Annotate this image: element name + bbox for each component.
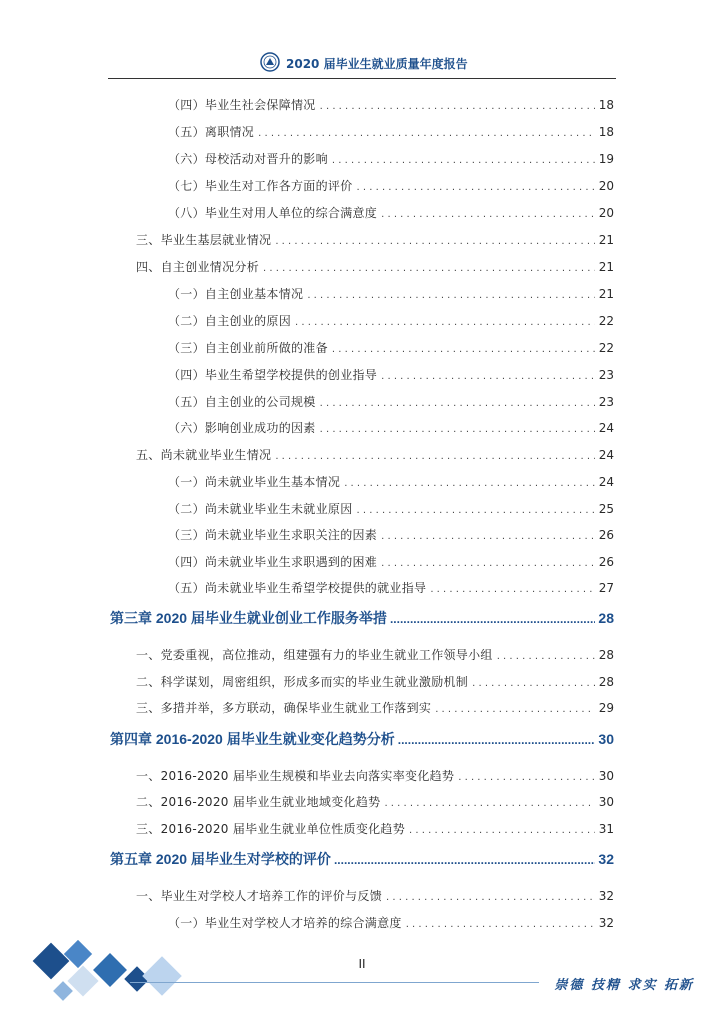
toc-entry-label: （六）母校活动对晋升的影响 <box>168 152 328 166</box>
toc-leader <box>398 733 596 747</box>
toc-entry-page: 22 <box>598 314 614 328</box>
toc-entry-page: 18 <box>598 98 614 112</box>
toc-leader <box>409 825 595 836</box>
school-motto: 崇德 技精 求实 拓新 <box>554 978 694 993</box>
toc-entry[interactable] <box>136 231 614 248</box>
toc-entry-label: （二）尚未就业毕业生未就业原因 <box>168 502 353 516</box>
toc-entry-label: 二、2016-2020 届毕业生就业地域变化趋势 <box>136 795 381 809</box>
toc-entry-page: 23 <box>598 395 614 409</box>
toc-entry-label: 一、2016-2020 届毕业生规模和毕业去向落实率变化趋势 <box>136 769 455 783</box>
toc-entry-page: 20 <box>598 179 614 193</box>
toc-entry-label: （二）自主创业的原因 <box>168 314 292 328</box>
toc-entry[interactable] <box>136 767 614 784</box>
toc-leader <box>381 371 595 382</box>
toc-entry-page: 27 <box>598 581 614 595</box>
toc-entry-page: 21 <box>598 287 614 301</box>
toc-entry-label: （四）尚未就业毕业生求职遇到的困难 <box>168 555 378 569</box>
toc-leader <box>497 651 595 662</box>
toc-entry[interactable] <box>136 258 614 275</box>
toc-entry-label: （三）自主创业前所做的准备 <box>168 341 328 355</box>
header-rule <box>108 78 616 79</box>
toc-entry[interactable] <box>168 419 614 436</box>
toc-entry-page: 20 <box>598 206 614 220</box>
toc-entry[interactable] <box>168 914 614 931</box>
toc-entry[interactable] <box>168 579 614 596</box>
toc-entry-label: （四）毕业生社会保障情况 <box>168 98 316 112</box>
toc-entry-label: 一、党委重视，高位推动，组建强有力的毕业生就业工作领导小组 <box>136 648 493 662</box>
toc-entry-page: 24 <box>598 475 614 489</box>
toc-entry[interactable] <box>168 339 614 356</box>
toc-entry[interactable] <box>168 553 614 570</box>
toc-leader <box>390 612 595 626</box>
toc-entry[interactable] <box>168 393 614 410</box>
toc-entry-page: 22 <box>598 341 614 355</box>
toc-leader <box>384 798 594 809</box>
toc-entry[interactable] <box>168 526 614 543</box>
toc-entry-label: （五）自主创业的公司规模 <box>168 395 316 409</box>
toc-entry[interactable] <box>136 646 614 663</box>
toc-entry[interactable] <box>168 285 614 302</box>
toc-entry-page: 24 <box>598 448 614 462</box>
toc-entry-page: 28 <box>598 648 614 662</box>
toc-leader <box>430 584 594 595</box>
chapter-heading[interactable] <box>110 849 614 869</box>
toc-entry-page: 23 <box>598 368 614 382</box>
toc-entry[interactable] <box>136 673 614 690</box>
toc-entry-label: （一）毕业生对学校人才培养的综合满意度 <box>168 916 402 930</box>
toc-leader <box>320 424 595 435</box>
toc-entry-label: 一、毕业生对学校人才培养工作的评价与反馈 <box>136 889 383 903</box>
toc-entry-label: （五）尚未就业毕业生希望学校提供的就业指导 <box>168 581 427 595</box>
toc-entry-label: 二、科学谋划，周密组织，形成多而实的毕业生就业激励机制 <box>136 675 469 689</box>
toc-entry[interactable] <box>136 699 614 716</box>
toc-entry-page: 26 <box>598 528 614 542</box>
toc-entry-page: 31 <box>598 822 614 836</box>
toc-entry-label: 三、毕业生基层就业情况 <box>136 233 272 247</box>
page-footer <box>0 940 724 1024</box>
toc-leader <box>357 505 595 516</box>
toc-entry-label: 三、2016-2020 届毕业生就业单位性质变化趋势 <box>136 822 406 836</box>
toc-entry[interactable] <box>168 123 614 140</box>
toc-entry[interactable] <box>136 887 614 904</box>
toc-entry[interactable] <box>136 793 614 810</box>
toc-leader <box>275 236 594 247</box>
university-seal-icon <box>260 52 280 72</box>
toc-entry-page: 18 <box>598 125 614 139</box>
toc-entry-label: 三、多措并举，多方联动，确保毕业生就业工作落到实 <box>136 701 432 715</box>
toc-leader <box>344 478 595 489</box>
toc-leader <box>386 892 595 903</box>
toc-leader <box>381 558 595 569</box>
chapter-heading[interactable] <box>110 608 614 628</box>
toc-leader <box>472 678 595 689</box>
toc-leader <box>381 209 595 220</box>
toc-entry[interactable] <box>168 96 614 113</box>
toc-entry-label: （八）毕业生对用人单位的综合满意度 <box>168 206 378 220</box>
toc-leader <box>320 398 595 409</box>
toc-leader <box>275 451 594 462</box>
chapter-label: 第五章 2020 届毕业生对学校的评价 <box>110 851 331 867</box>
toc-entry[interactable] <box>168 366 614 383</box>
toc-entry-page: 30 <box>598 769 614 783</box>
chapter-page: 30 <box>598 731 614 747</box>
toc-leader <box>406 919 595 930</box>
toc-leader <box>307 290 594 301</box>
toc-entry[interactable] <box>168 473 614 490</box>
header-title: 2020 届毕业生就业质量年度报告 <box>286 57 468 71</box>
toc-entry-page: 21 <box>598 260 614 274</box>
toc-leader <box>295 317 595 328</box>
toc-entry[interactable] <box>168 204 614 221</box>
toc-entry-label: （三）尚未就业毕业生求职关注的因素 <box>168 528 378 542</box>
toc-entry-label: （六）影响创业成功的因素 <box>168 421 316 435</box>
toc-leader <box>332 155 595 166</box>
page-number: II <box>358 957 366 971</box>
toc-entry[interactable] <box>136 446 614 463</box>
toc-entry[interactable] <box>168 177 614 194</box>
toc-leader <box>357 182 595 193</box>
toc-entry-label: （一）自主创业基本情况 <box>168 287 304 301</box>
toc-leader <box>320 101 595 112</box>
toc-entry-label: （四）毕业生希望学校提供的创业指导 <box>168 368 378 382</box>
toc-entry-label: 五、尚未就业毕业生情况 <box>136 448 272 462</box>
chapter-heading[interactable] <box>110 729 614 749</box>
toc-entry-page: 25 <box>598 502 614 516</box>
footer-rule <box>130 982 539 983</box>
toc-entry-page: 30 <box>598 795 614 809</box>
toc-entry-label: （五）离职情况 <box>168 125 255 139</box>
toc-entry[interactable] <box>168 150 614 167</box>
chapter-page: 32 <box>598 851 614 867</box>
toc-entry-label: （一）尚未就业毕业生基本情况 <box>168 475 341 489</box>
toc-leader <box>263 263 595 274</box>
diamond-pattern-icon <box>28 940 208 1020</box>
toc-entry-page: 29 <box>598 701 614 715</box>
toc-entry[interactable] <box>168 312 614 329</box>
toc-entry-label: 四、自主创业情况分析 <box>136 260 260 274</box>
toc-entry-page: 28 <box>598 675 614 689</box>
toc-leader <box>381 531 595 542</box>
toc-entry-page: 24 <box>598 421 614 435</box>
toc-leader <box>435 704 595 715</box>
chapter-label: 第三章 2020 届毕业生就业创业工作服务举措 <box>110 610 387 626</box>
toc-entry-page: 26 <box>598 555 614 569</box>
toc-leader <box>334 853 595 867</box>
chapter-page: 28 <box>598 610 614 626</box>
toc-entry[interactable] <box>168 500 614 517</box>
toc-entry-label: （七）毕业生对工作各方面的评价 <box>168 179 353 193</box>
toc-leader <box>332 344 595 355</box>
toc-entry-page: 21 <box>598 233 614 247</box>
toc-leader <box>258 128 595 139</box>
toc-entry[interactable] <box>136 820 614 837</box>
toc-entry-page: 32 <box>598 889 614 903</box>
chapter-label: 第四章 2016-2020 届毕业生就业变化趋势分析 <box>110 731 395 747</box>
toc-entry-page: 19 <box>598 152 614 166</box>
toc-entry-page: 32 <box>598 916 614 930</box>
toc-leader <box>458 772 594 783</box>
page-header <box>108 50 616 80</box>
